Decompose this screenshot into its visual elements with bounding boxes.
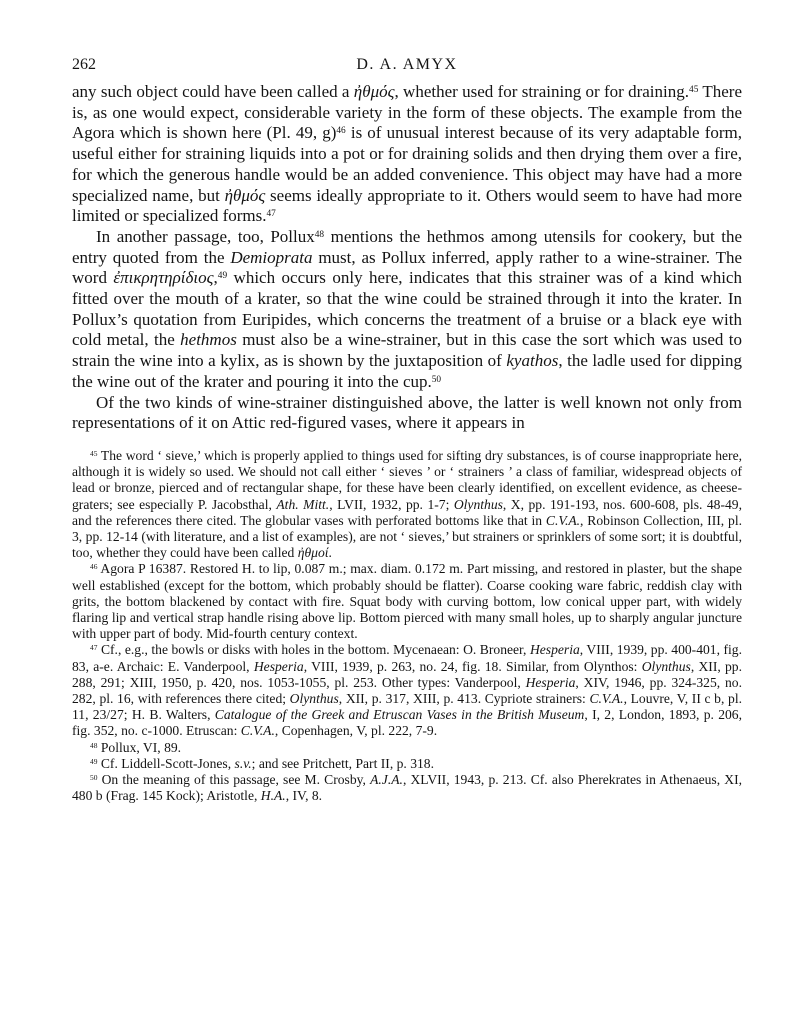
footnote-ref-47[interactable]: 47 [266, 209, 276, 220]
greek-term: ἐπικρητηρίδιος [113, 268, 214, 288]
footnote-number: 49 [90, 756, 98, 766]
body-text [72, 82, 742, 434]
paragraph-1: any such object could have been called a ἠθμός, whether used for straining or for draining.$^{45}$ There is, as one would expect, considerable variety in the form of these objects. The example from the Agora which is shown here (Pl. 49, g)$^{46}$ is of unusual interest because of its very adaptable form, useful either for straining liquids into a pot or for draining solids and then drying them over a fire, for which the generous handle would be an added convenience. This object may have had a more specialized name, but ἠθμός seems ideally appropriate to it. Others would seem to have had more limited or specialized forms.$^{47}$ [72, 82, 743, 226]
greek-term: ἠθμοί [297, 545, 329, 561]
footnote-49: $^{49}$ Cf. Liddell-Scott-Jones, s.v.; and see Pritchett, Part II, p. 318. [90, 755, 434, 771]
page-number: 262 [72, 56, 96, 73]
footnote-50: $^{50}$ On the meaning of this passage, see M. Crosby, A.J.A., XLVII, 1943, p. 213. Cf. also Pherekrates in Athenaeus, XI, 480 b (Frag. 145 Kock); Aristotle, H.A., IV, 8. [72, 772, 742, 804]
italic-term: hethmos [180, 330, 237, 350]
italic-term: kyathos [506, 351, 559, 371]
footnote-47: $^{47}$ Cf., e.g., the bowls or disks with holes in the bottom. Mycenaean: O. Broneer, Hesperia, VIII, 1939, pp. 400-401, fig. 83, a-e. Archaic: E. Vanderpool, Hesperia, VIII, 1939, p. 263, no. 24, fig. 18. Similar, from Olynthos: Olynthus, XII, pp. 288, 291; XIII, 1950, p. 420, nos. 1053-1055, pl. 253. Other types: Vanderpool, Hesperia, XIV, 1946, pp. 324-325, no. 282, pl. 16, with references there cited; Olynthus, XII, p. 317, XIII, p. 413. Cypriote strainers: C.V.A., Louvre, V, II c b, pl. 11, 23/27; H. B. Walters, Catalogue of the Greek and Etruscan Vases in the British Museum, I, 2, London, 1893, p. 206, fig. 352, no. c-1000. Etruscan: C.V.A., Copenhagen, V, pl. 222, 7-9. [72, 642, 742, 739]
footnote-48: $^{48}$ Pollux, VI, 89. [90, 739, 182, 755]
footnote-ref-45[interactable]: 45 [689, 84, 699, 95]
footnotes [72, 448, 742, 804]
footnote-number: 46 [90, 562, 98, 572]
page-header [72, 56, 742, 82]
footnote-ref-46[interactable]: 46 [336, 126, 346, 137]
italic-term: Demioprata [230, 247, 313, 267]
footnote-ref-50[interactable]: 50 [431, 374, 442, 385]
paragraph-3: Of the two kinds of wine-strainer distinguished above, the latter is well known not only from representations of it on Attic red-figured vases, where it appears in [72, 392, 742, 433]
paragraph-2: In another passage, too, Pollux$^{48}$ mentions the hethmos among utensils for cookery, but the entry quoted from the Demioprata must, as Pollux inferred, apply rather to a wine-strainer. The word ἐπικρητηρίδιος,$^{49}$ which occurs only here, indicates that this strainer was of a kind which fitted over the mouth of a krater, so that the wine could be strained through it into the krater. In Pollux’s quotation from Euripides, which concerns the treatment of a bruise or a black eye with cold metal, the hethmos must also be a wine-strainer, but in this case the sort which was used to strain the wine into a kylix, as is shown by the juxtaposition of kyathos, the ladle used for dipping the wine out of the krater and pouring it into the cup.$^{50}$ [72, 226, 742, 391]
footnote-45: $^{45}$ The word ‘ sieve,’ which is properly applied to things used for sifting dry substances, is of course inappropriate here, although it is widely so used. We should not call either ‘ sieves ’ or ‘ strainers ’ a class of familiar, widespread objects of lead or bronze, pierced and of rectangular shape, for these have been clearly identified, on excellent evidence, as cheese-graters; see especially P. Jacobsthal, Ath. Mitt., LVII, 1932, pp. 1-7; Olynthus, X, pp. 191-193, nos. 600-608, pls. 48-49, and the references there cited. The globular vases with perforated bottoms like that in C.V.A., Robinson Collection, III, pl. 3, pp. 12-14 (with literature, and a list of examples), are not ‘ sieves,’ but strainers or sprinklers of some sort; it is doubtful, too, whether they could have been called ἠθμοί. [72, 447, 742, 561]
greek-term: ἠθμός [353, 82, 395, 101]
footnote-ref-49[interactable]: 49 [217, 271, 228, 282]
footnote-number: 48 [90, 740, 98, 750]
running-head: D. A. AMYX [356, 56, 458, 73]
journal-page [72, 56, 742, 804]
greek-term: ἠθμός [224, 185, 266, 205]
footnote-number: 50 [90, 772, 98, 782]
footnote-number: 45 [90, 448, 98, 458]
footnote-number: 47 [90, 643, 98, 653]
footnote-46: $^{46}$ Agora P 16387. Restored H. to lip, 0.087 m.; max. diam. 0.172 m. Part missing, and restored in plaster, but the shape well established (except for the bottom, which probably should be flatter). Coarse cooking ware fabric, reddish clay with grits, the bottom blackened by contact with fire. Squat body with curving bottom, low conical upper part, with widely flaring lip and vertical strap handle rising above lip. Bottom pierced with many small holes, up to sharply angular juncture with upper part of body. Mid-fourth century context. [72, 561, 742, 642]
footnote-ref-48[interactable]: 48 [314, 229, 325, 240]
